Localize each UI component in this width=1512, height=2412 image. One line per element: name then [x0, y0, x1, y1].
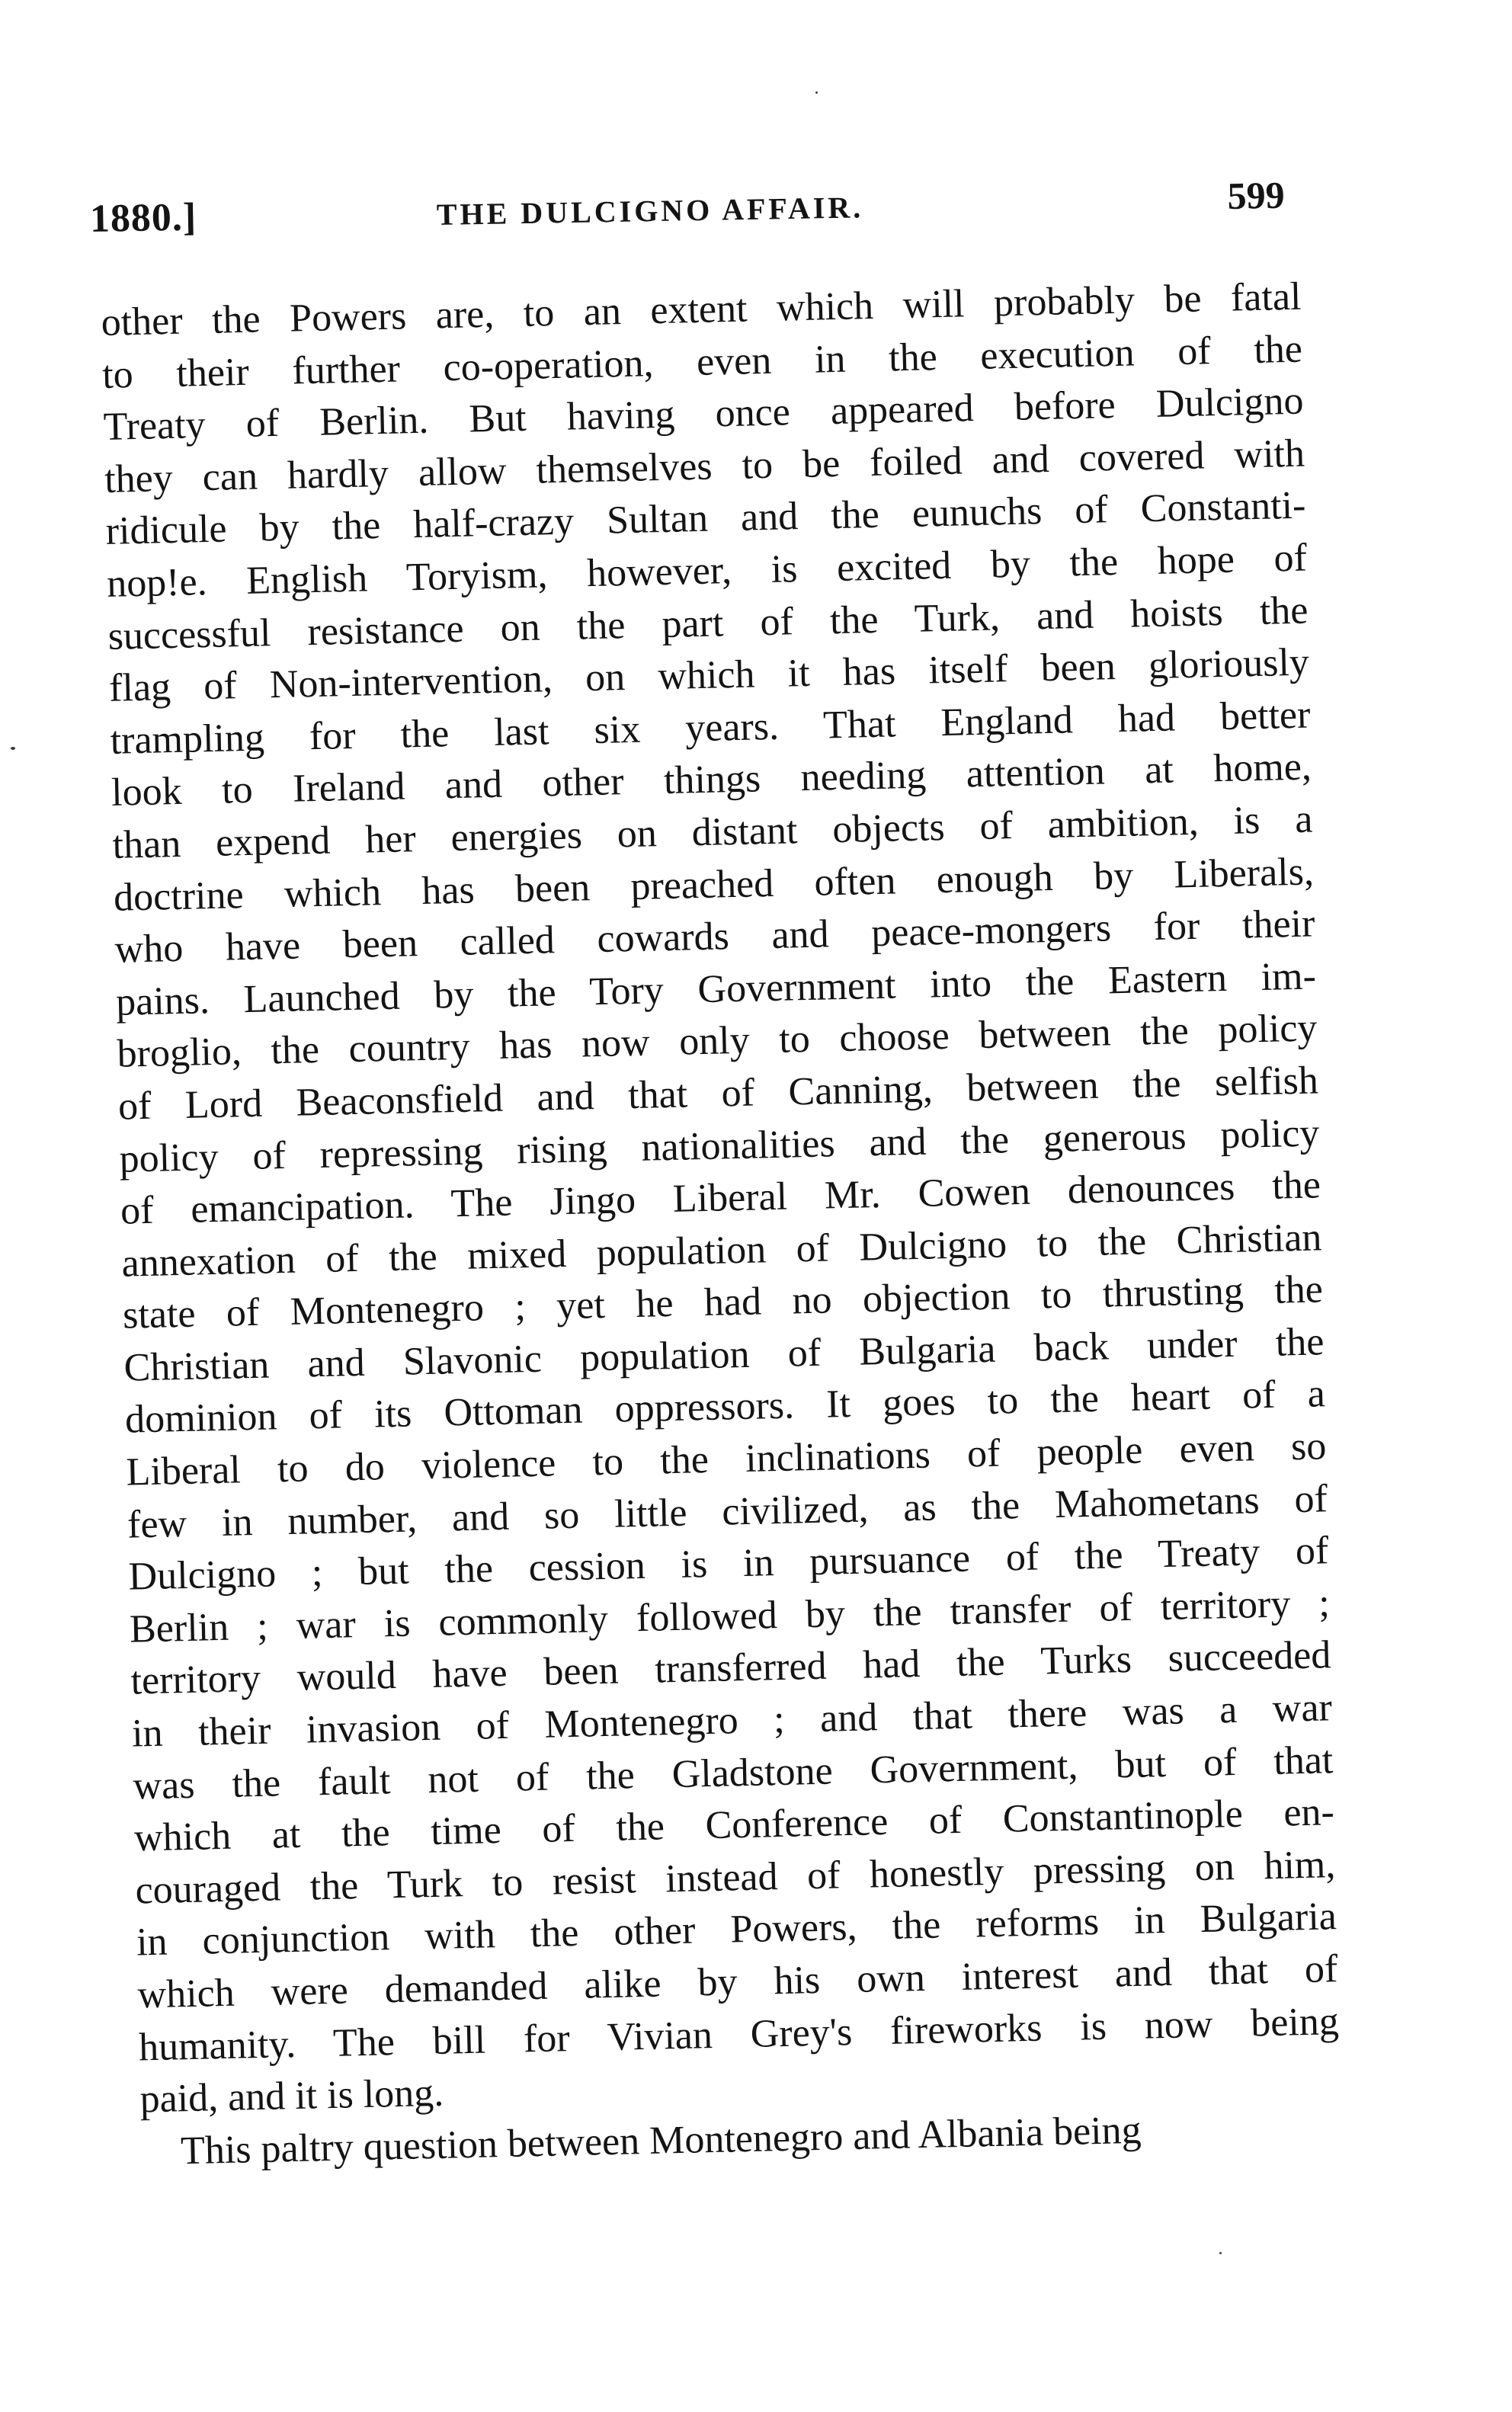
- text-line: they can hardly allow themselves to be foiled and covered with: [104, 431, 1305, 501]
- running-header: [89, 173, 1286, 250]
- text-line: Dulcigno ; but the cession is in pursuance of the Treaty of: [128, 1529, 1329, 1599]
- text-line: than expend her energies on distant objects of ambition, is a: [112, 797, 1313, 867]
- body-text: [101, 271, 1341, 2179]
- text-line: Treaty of Berlin. But having once appeared before Dulcigno: [103, 379, 1304, 450]
- text-line: look to Ireland and other things needing attention at home,: [111, 745, 1312, 815]
- text-line: paid, and it is long.: [139, 2071, 444, 2122]
- text-line: ridicule by the half-crazy Sultan and the eunuchs of Constanti-: [105, 483, 1306, 554]
- text-line: of Lord Beaconsfield and that of Canning, between the selfish: [117, 1059, 1319, 1129]
- text-line: nop!e. English Toryism, however, is excited by the hope of: [106, 536, 1308, 606]
- text-line: doctrine which has been preached often enough by Liberals,: [113, 849, 1315, 920]
- scan-speck: [11, 747, 15, 750]
- header-year: 1880.]: [89, 195, 197, 241]
- text-line: policy of repressing rising nationalities and the generous policy: [119, 1110, 1320, 1181]
- text-line: who have been called cowards and peace-mongers for their: [114, 902, 1315, 972]
- paragraph: [101, 271, 1341, 2127]
- text-line: flag of Non-intervention, on which it has itself been gloriously: [108, 640, 1310, 711]
- scan-speck: [815, 91, 818, 94]
- text-line: to their further co-operation, even in the execution of the: [101, 327, 1303, 397]
- text-line: dominion of its Ottoman oppressors. It goes to the heart of a: [124, 1372, 1326, 1443]
- text-line: was the fault not of the Gladstone Government, but of that: [133, 1738, 1334, 1808]
- text-line: couraged the Turk to resist instead of honestly pressing on him,: [135, 1842, 1336, 1913]
- text-line: This paltry question between Montenegro and Albania being: [180, 2108, 1142, 2173]
- text-line: Christian and Slavonic population of Bulgaria back under the: [123, 1320, 1325, 1390]
- text-line: state of Montenegro ; yet he had no objection to thrusting the: [122, 1267, 1324, 1337]
- text-line: which were demanded alike by his own interest and that of: [136, 1947, 1338, 2017]
- text-line: annexation of the mixed population of Dulcigno to the Christian: [121, 1216, 1322, 1286]
- text-line: of emancipation. The Jingo Liberal Mr. Cowen denounces the: [120, 1163, 1321, 1233]
- scan-speck: [1219, 2252, 1222, 2254]
- text-line: successful resistance on the part of the Turk, and hoists the: [107, 588, 1309, 658]
- text-line: in conjunction with the other Powers, the reforms in Bulgaria: [136, 1895, 1337, 1965]
- text-line: Berlin ; war is commonly followed by the transfer of territory ;: [129, 1581, 1331, 1651]
- text-line: humanity. The bill for Vivian Grey's fireworks is now being: [138, 1999, 1340, 2070]
- text-line: trampling for the last six years. That England had better: [110, 693, 1311, 763]
- text-line: which at the time of the Conference of Constantinople en-: [133, 1790, 1335, 1860]
- text-line: broglio, the country has now only to choose between the policy: [117, 1006, 1318, 1077]
- text-line: in their invasion of Montenegro ; and that there was a war: [131, 1686, 1333, 1756]
- text-line: other the Powers are, to an extent which will probably be fatal: [101, 274, 1302, 344]
- text-line: pains. Launched by the Tory Government into the Eastern im-: [115, 954, 1317, 1024]
- header-title: THE DULCIGNO AFFAIR.: [436, 190, 864, 232]
- page-number: 599: [1227, 173, 1286, 217]
- text-line: few in number, and so little civilized, as the Mahometans of: [127, 1476, 1328, 1547]
- text-line: Liberal to do violence to the inclinations of people even so: [126, 1424, 1327, 1494]
- text-line: territory would have been transferred had the Turks succeeded: [130, 1633, 1331, 1703]
